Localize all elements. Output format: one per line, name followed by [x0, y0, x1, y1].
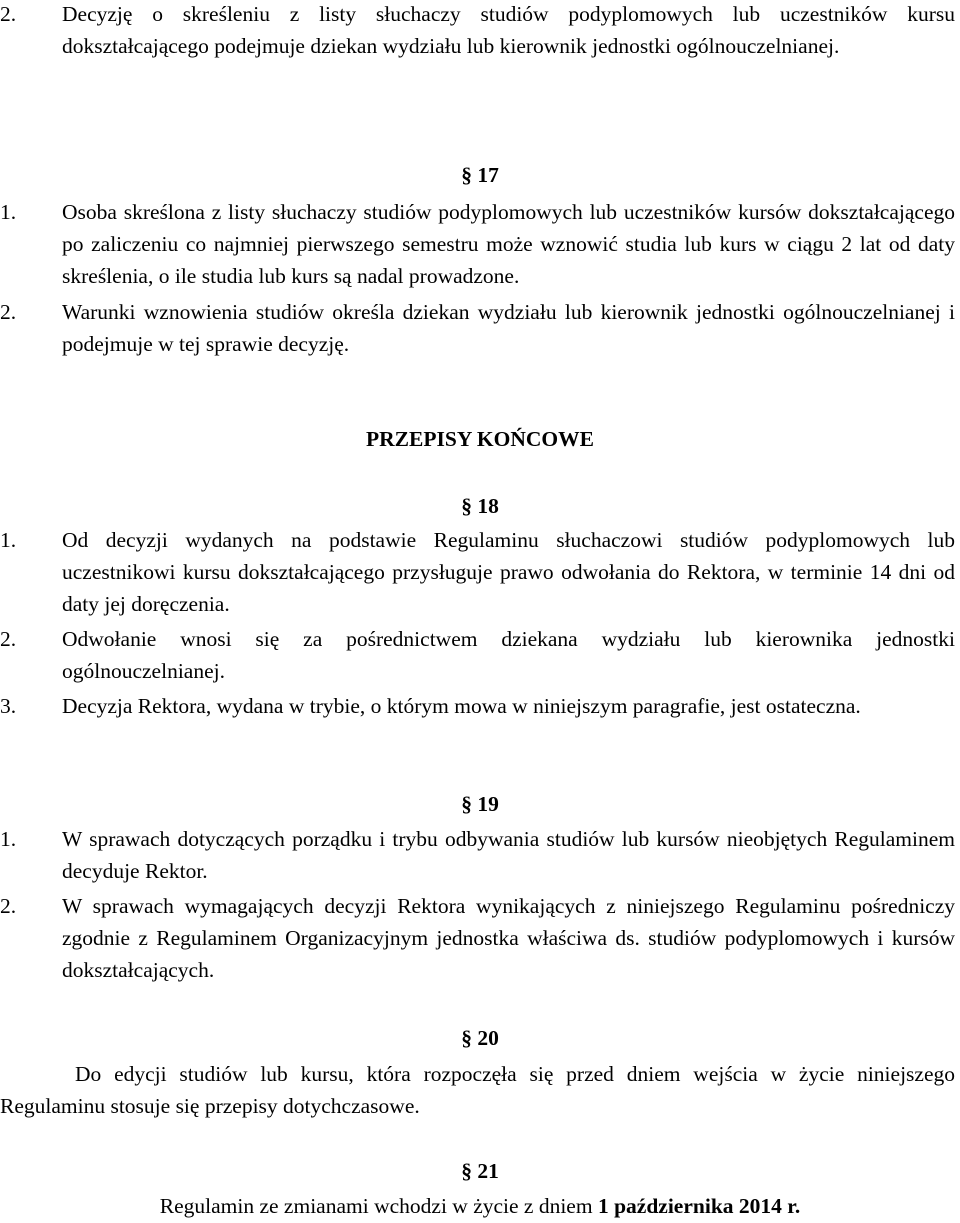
item-text: Od decyzji wydanych na podstawie Regulaminu słuchaczowi studiów podyplomowych lub uczestnikowi kursu dokształcającego przysługuje prawo odwołania do Rektora, w terminie 14 dni od daty jej doręczenia.	[62, 528, 955, 616]
paragraph-17-heading: § 17	[461, 163, 499, 187]
section-title: PRZEPISY KOŃCOWE	[366, 427, 594, 451]
s16-item-2	[0, 0, 955, 62]
paragraph-19-heading: § 19	[461, 792, 499, 816]
s17-item-1	[0, 196, 955, 292]
s21-text	[0, 1190, 960, 1222]
s21-text-regular: Regulamin ze zmianami wchodzi w życie z dniem	[159, 1194, 598, 1218]
item-number: 2.	[0, 300, 17, 324]
item-text: W sprawach dotyczących porządku i trybu odbywania studiów lub kursów nieobjętych Regulaminem decyduje Rektor.	[62, 827, 955, 883]
item-number: 1.	[0, 827, 17, 851]
item-number: 3.	[0, 694, 17, 718]
s21-effective-date: 1 października 2014 r.	[597, 1194, 801, 1218]
item-text: W sprawach wymagających decyzji Rektora wynikających z niniejszego Regulaminu pośredniczy zgodnie z Regulaminem Organizacyjnym jednostka właściwa ds. studiów podyplomowych i kursów dokształcających.	[62, 894, 955, 982]
item-text: Warunki wznowienia studiów określa dziekan wydziału lub kierownik jednostki ogólnouczelnianej i podejmuje w tej sprawie decyzję.	[62, 300, 955, 356]
paragraph-18-heading: § 18	[461, 494, 499, 518]
s18-item-3	[0, 690, 955, 722]
item-text: Osoba skreślona z listy słuchaczy studiów podyplomowych lub uczestników kursów dokształcającego po zaliczeniu co najmniej pierwszego semestru może wznowić studia lub kurs w ciągu 2 lat od daty skreślenia, o ile studia lub kurs są nadal prowadzone.	[62, 200, 955, 288]
item-number: 2.	[0, 627, 17, 651]
s17-item-2	[0, 296, 955, 360]
item-number: 2.	[0, 894, 17, 918]
item-number: 2.	[0, 2, 17, 26]
item-text: Decyzję o skreśleniu z listy słuchaczy studiów podyplomowych lub uczestników kursu dokształcającego podejmuje dziekan wydziału lub kierownik jednostki ogólnouczelnianej.	[62, 2, 955, 58]
s20-text: Do edycji studiów lub kursu, która rozpoczęła się przed dniem wejścia w życie niniejszego Regulaminu stosuje się przepisy dotychczasowe.	[0, 1062, 955, 1118]
item-text: Decyzja Rektora, wydana w trybie, o którym mowa w niniejszym paragrafie, jest ostateczna.	[62, 694, 861, 718]
item-text: Odwołanie wnosi się za pośrednictwem dziekana wydziału lub kierownika jednostki ogólnouczelnianej.	[62, 627, 955, 683]
item-number: 1.	[0, 200, 17, 224]
paragraph-21-heading: § 21	[461, 1159, 499, 1183]
s18-item-2	[0, 623, 955, 687]
paragraph-20-heading: § 20	[461, 1026, 499, 1050]
s18-item-1	[0, 524, 955, 620]
s19-item-2	[0, 890, 955, 986]
s19-item-1	[0, 823, 955, 887]
item-number: 1.	[0, 528, 17, 552]
